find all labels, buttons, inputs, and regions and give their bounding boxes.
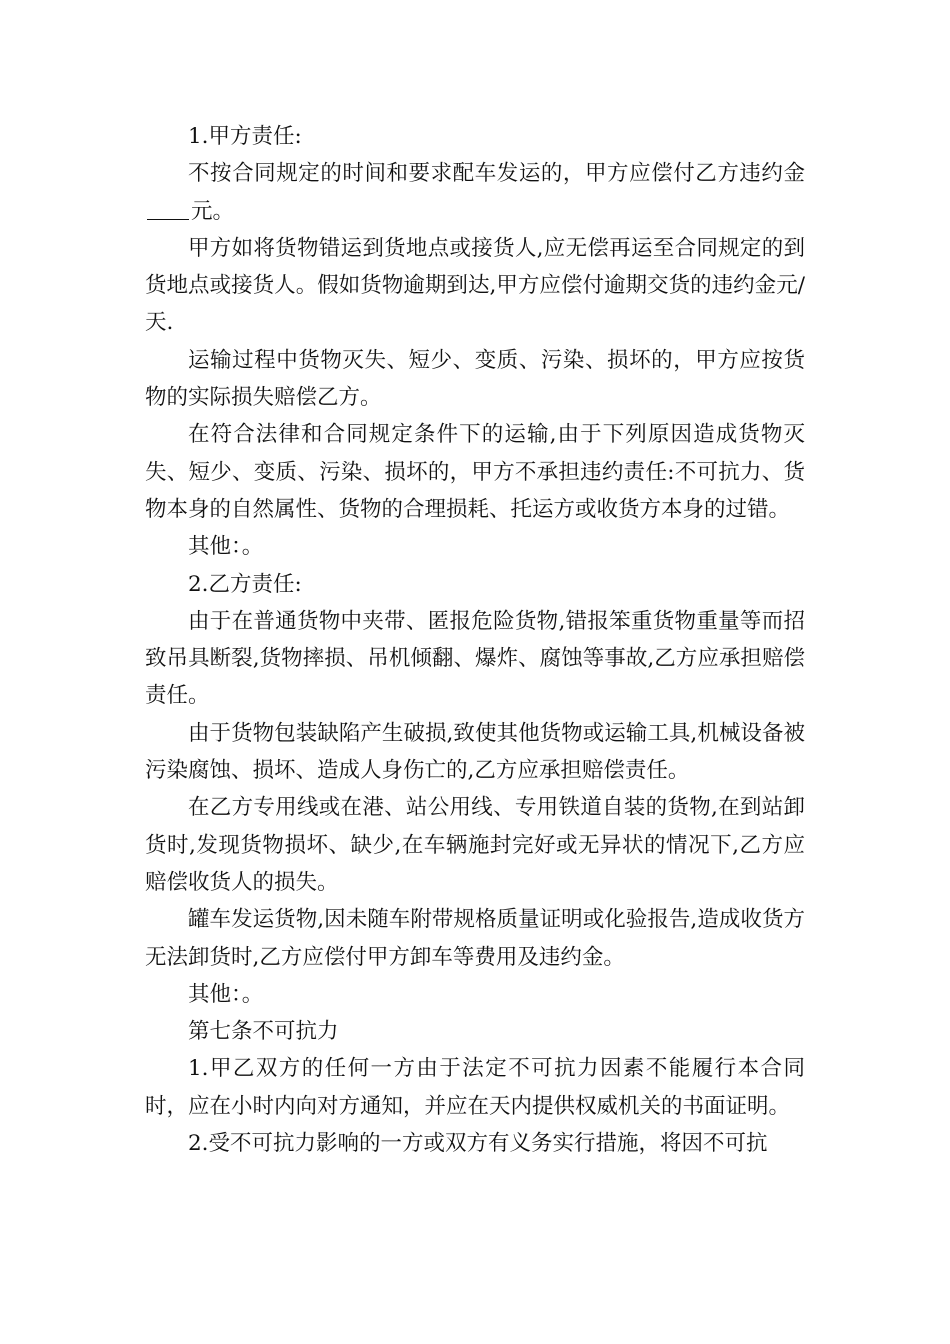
paragraph-dangerous-goods: 由于在普通货物中夹带、匿报危险货物,错报笨重货物重量等而招致吊具断裂,货物摔损、吊机倾翻、爆炸、腐蚀等事故,乙方应承担赔偿责任。 bbox=[145, 608, 805, 709]
paragraph-transport-loss: 运输过程中货物灭失、短少、变质、污染、损坏的，甲方应按货物的实际损失赔偿乙方。 bbox=[145, 347, 805, 411]
paragraph-tank-car: 罐车发运货物,因未随车附带规格质量证明或化验报告,造成收货方无法卸货时,乙方应偿付甲方卸车等费用及违约金。 bbox=[145, 907, 805, 970]
paragraph-text: 不按合同规定的时间和要求配车发运的，甲方应偿付乙方违约金 bbox=[188, 161, 805, 187]
blank-amount-field bbox=[147, 197, 189, 220]
paragraph-vehicle-penalty bbox=[145, 155, 805, 230]
paragraph-party-a-heading: 1.甲方责任: bbox=[188, 124, 302, 149]
paragraph-party-b-heading: 2.乙方责任: bbox=[188, 571, 302, 597]
paragraph-other-a: 其他：。 bbox=[188, 534, 264, 560]
paragraph-misdelivery: 甲方如将货物错运到货地点或接货人,应无偿再运至合同规定的到货地点或接货人。假如货物逾期到达,甲方应偿付逾期交货的违约金元/天. bbox=[145, 235, 805, 336]
paragraph-self-loading: 在乙方专用线或在港、站公用线、专用铁道自装的货物,在到站卸货时,发现货物损坏、缺少,在车辆施封完好或无异状的情况下,乙方应赔偿收货人的损失。 bbox=[145, 795, 805, 895]
paragraph-packaging-defect: 由于货物包装缺陷产生破损,致使其他货物或运输工具,机械设备被污染腐蚀、损坏、造成人身伤亡的,乙方应承担赔偿责任。 bbox=[145, 720, 805, 784]
paragraph-exemptions: 在符合法律和合同规定条件下的运输,由于下列原因造成货物灭失、短少、变质、污染、损坏的，甲方不承担违约责任:不可抗力、货物本身的自然属性、货物的合理损耗、托运方或收货方本身的过错。 bbox=[145, 422, 805, 522]
paragraph-force-majeure-notice: 1.甲乙双方的任何一方由于法定不可抗力因素不能履行本合同时，应在小时内向对方通知，并应在天内提供权威机关的书面证明。 bbox=[145, 1056, 805, 1119]
paragraph-force-majeure-measures: 2.受不可抗力影响的一方或双方有义务实行措施，将因不可抗 bbox=[188, 1131, 768, 1157]
section-heading-force-majeure: 第七条不可抗力 bbox=[188, 1019, 339, 1045]
document-page bbox=[145, 118, 805, 1162]
paragraph-other-b: 其他：。 bbox=[188, 981, 264, 1007]
paragraph-text: 元。 bbox=[191, 198, 235, 224]
